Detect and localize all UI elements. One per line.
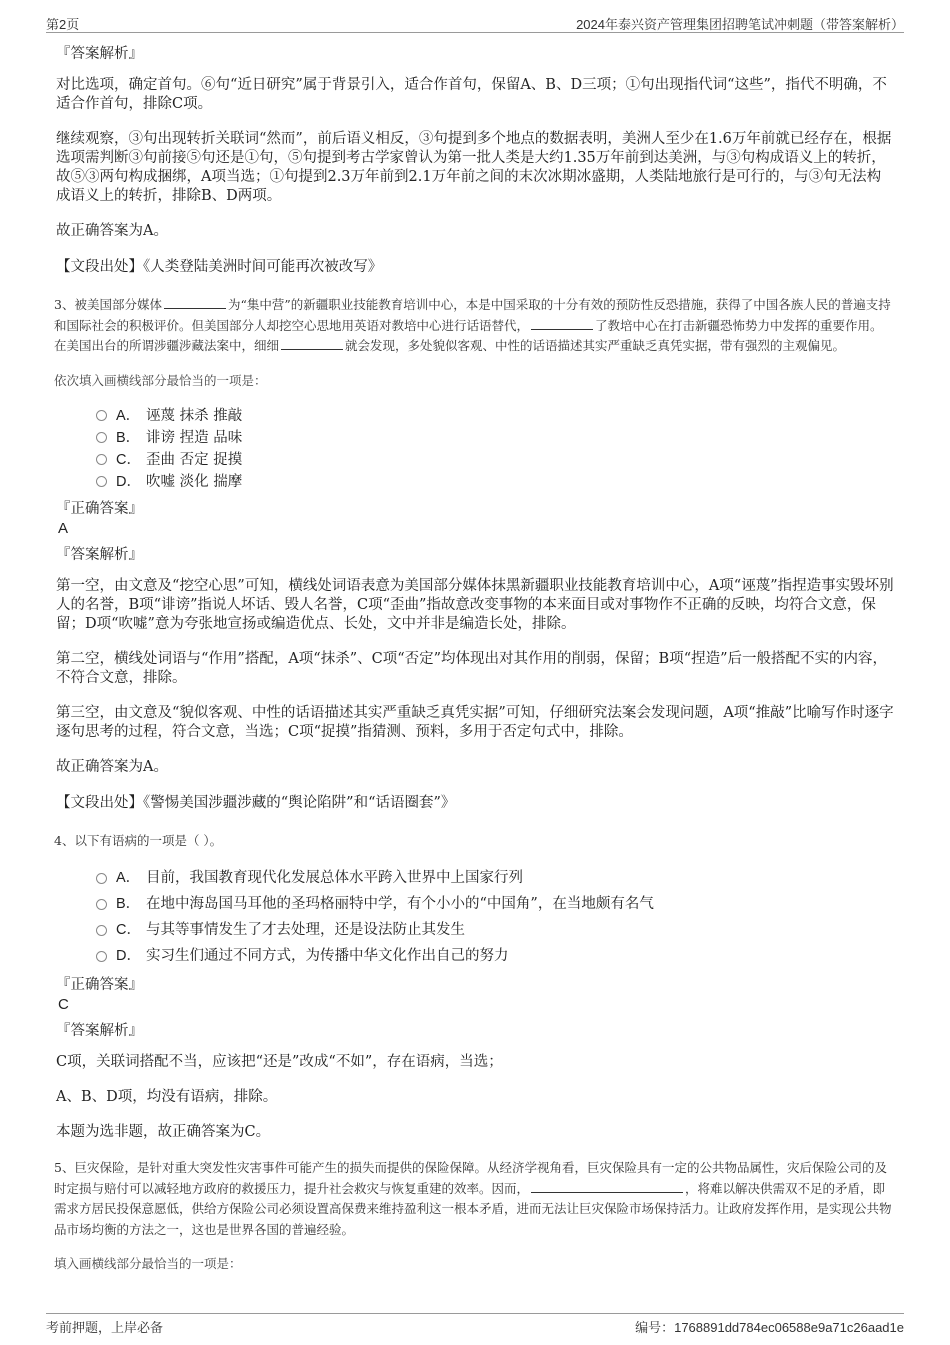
analysis-label: 『答案解析』 bbox=[56, 546, 143, 563]
q3-options bbox=[96, 405, 894, 493]
fill-blank bbox=[531, 1180, 683, 1193]
q2-analysis-paragraph: 继续观察，③句出现转折关联词“然而”，前后语义相反，③句提到多个地点的数据表明，美洲人至少在1.6万年前就已经存在，根据选项需判断③句前接⑤句还是①句，⑤句提到考古学家曾认为第一批人类是大约1.35万年前到达美洲，与③句构成语义上的转折，故⑤③两句构成捆绑，A项当选；①句提到2.3万年前到2.1万年前之间的末次冰期冰盛期，人类陆地旅行是可行的，与③句无法构成语义上的转折，排除B、D两项。 bbox=[56, 131, 892, 204]
page-footer bbox=[46, 1313, 904, 1336]
q2-source: 【文段出处】《人类登陆美洲时间可能再次被改写》 bbox=[56, 259, 383, 275]
q3-option-d[interactable]: D． 吹嘘 淡化 揣摩 bbox=[96, 471, 894, 493]
radio-icon[interactable] bbox=[96, 454, 107, 465]
page-content bbox=[56, 44, 894, 1288]
q3-option-b[interactable]: B． 诽谤 捏造 品味 bbox=[96, 427, 894, 449]
q3-stem: 3、被美国部分媒体 为“集中营”的新疆职业技能教育培训中心，本是中国采取的十分有效的预防性反恐措施，获得了中国各族人民的普遍支持和国际社会的积极评价。但美国部分人却挖空心思地用英语对教培中心进行话语替代， 了教培中心在打击新疆恐怖势力中发挥的重要作用。在美国出台的所谓涉疆涉藏法案中，细细 就会发现，多处貌似客观、中性的话语描述其实严重缺乏真凭实据，带有强烈的主观偏见。 bbox=[54, 297, 891, 353]
q4-stem: 4、以下有语病的一项是（ ）。 bbox=[54, 832, 223, 848]
q4-option-d[interactable]: D． 实习生们通过不同方式，为传播中华文化作出自己的努力 bbox=[96, 943, 894, 969]
q5-stem: 5、巨灾保险，是针对重大突发性灾害事件可能产生的损失而提供的保险保障。从经济学视角看，巨灾保险具有一定的公共物品属性，灾后保险公司的及时定损与赔付可以减轻地方政府的救援压力，提升社会救灾与恢复重建的效率。因而， ，将难以解决供需双不足的矛盾，即需求方居民投保意愿低，供给方保险公司必须设置高保费来维持盈利这一根本矛盾，进而无法让巨灾保险市场保持活力。让政府发挥作用，是实现公共物品市场均衡的方法之一，这也是世界各国的普遍经验。 bbox=[54, 1160, 892, 1237]
q5-instruction: 填入画横线部分最恰当的一项是： bbox=[54, 1256, 242, 1271]
footer-slogan: 考前押题，上岸必备 bbox=[46, 1321, 164, 1336]
q3-option-a[interactable]: A． 诬蔑 抹杀 推敲 bbox=[96, 405, 894, 427]
radio-icon[interactable] bbox=[96, 951, 107, 962]
q2-analysis-paragraph: 对比选项，确定首句。⑥句“近日研究”属于背景引入，适合作首句，保留A、B、D三项；①句出现指代词“这些”，指代不明确，不适合作首句，排除C项。 bbox=[56, 77, 887, 112]
q3-analysis-paragraph: 第三空，由文意及“貌似客观、中性的话语描述其实严重缺乏真凭实据”可知，仔细研究法案会发现问题，A项“推敲”比喻写作时逐字逐句思考的过程，符合文意，当选；C项“捉摸”指猜测、预料，多用于否定句式中，排除。 bbox=[56, 704, 894, 740]
q4-option-c[interactable]: C． 与其等事情发生了才去处理，还是设法防止其发生 bbox=[96, 917, 894, 943]
radio-icon[interactable] bbox=[96, 873, 107, 884]
document-title: 2024年泰兴资产管理集团招聘笔试冲刺题（带答案解析） bbox=[576, 17, 904, 32]
q4-option-a[interactable]: A． 目前，我国教育现代化发展总体水平跨入世界中上国家行列 bbox=[96, 865, 894, 891]
q3-source: 【文段出处】《警惕美国涉疆涉藏的“舆论陷阱”和“话语圈套”》 bbox=[56, 794, 456, 811]
correct-answer-label: 『正确答案』 bbox=[56, 977, 143, 993]
fill-blank bbox=[164, 296, 226, 309]
radio-icon[interactable] bbox=[96, 899, 107, 910]
radio-icon[interactable] bbox=[96, 925, 107, 936]
q3-conclusion: 故正确答案为A。 bbox=[56, 758, 168, 775]
fill-blank bbox=[531, 317, 593, 330]
radio-icon[interactable] bbox=[96, 410, 107, 421]
q4-analysis-paragraph: C项，关联词搭配不当，应该把“还是”改成“不如”，存在语病，当选； bbox=[56, 1054, 503, 1070]
q3-answer: A bbox=[58, 519, 69, 537]
q4-options bbox=[96, 865, 894, 969]
correct-answer-label: 『正确答案』 bbox=[56, 500, 143, 517]
q4-answer: C bbox=[58, 996, 69, 1013]
q3-analysis-paragraph: 第二空，横线处词语与“作用”搭配，A项“抹杀”、C项“否定”均体现出对其作用的削弱，保留；B项“捏造”后一般搭配不实的内容，不符合文意，排除。 bbox=[56, 650, 888, 686]
document-id: 编号：1768891dd784ec06588e9a71c26aad1e bbox=[635, 1320, 904, 1335]
q3-instruction: 依次填入画横线部分最恰当的一项是： bbox=[54, 372, 267, 388]
fill-blank bbox=[281, 337, 343, 350]
q4-conclusion: 本题为选非题，故正确答案为C。 bbox=[56, 1124, 271, 1140]
q4-analysis-paragraph: A、B、D项，均没有语病，排除。 bbox=[56, 1089, 278, 1105]
radio-icon[interactable] bbox=[96, 432, 107, 443]
page-header bbox=[46, 12, 904, 33]
q3-analysis-paragraph: 第一空，由文意及“挖空心思”可知，横线处词语表意为美国部分媒体抹黑新疆职业技能教育培训中心，A项“诬蔑”指捏造事实毁坏别人的名誉，B项“诽谤”指说人坏话、毁人名誉，C项“歪曲”指故意改变事物的本来面目或对事物作不正确的反映，均符合文意，保留；D项“吹嘘”意为夸张地宣扬或编造优点、长处，文中并非是编造长处，排除。 bbox=[56, 577, 894, 632]
page-number: 第2页 bbox=[46, 17, 80, 32]
analysis-label: 『答案解析』 bbox=[56, 1023, 143, 1039]
q4-option-b[interactable]: B． 在地中海岛国马耳他的圣玛格丽特中学，有个小小的“中国角”，在当地颇有名气 bbox=[96, 891, 894, 917]
radio-icon[interactable] bbox=[96, 476, 107, 487]
analysis-label: 『答案解析』 bbox=[56, 46, 143, 62]
q3-option-c[interactable]: C． 歪曲 否定 捉摸 bbox=[96, 449, 894, 471]
q2-conclusion: 故正确答案为A。 bbox=[56, 223, 168, 239]
